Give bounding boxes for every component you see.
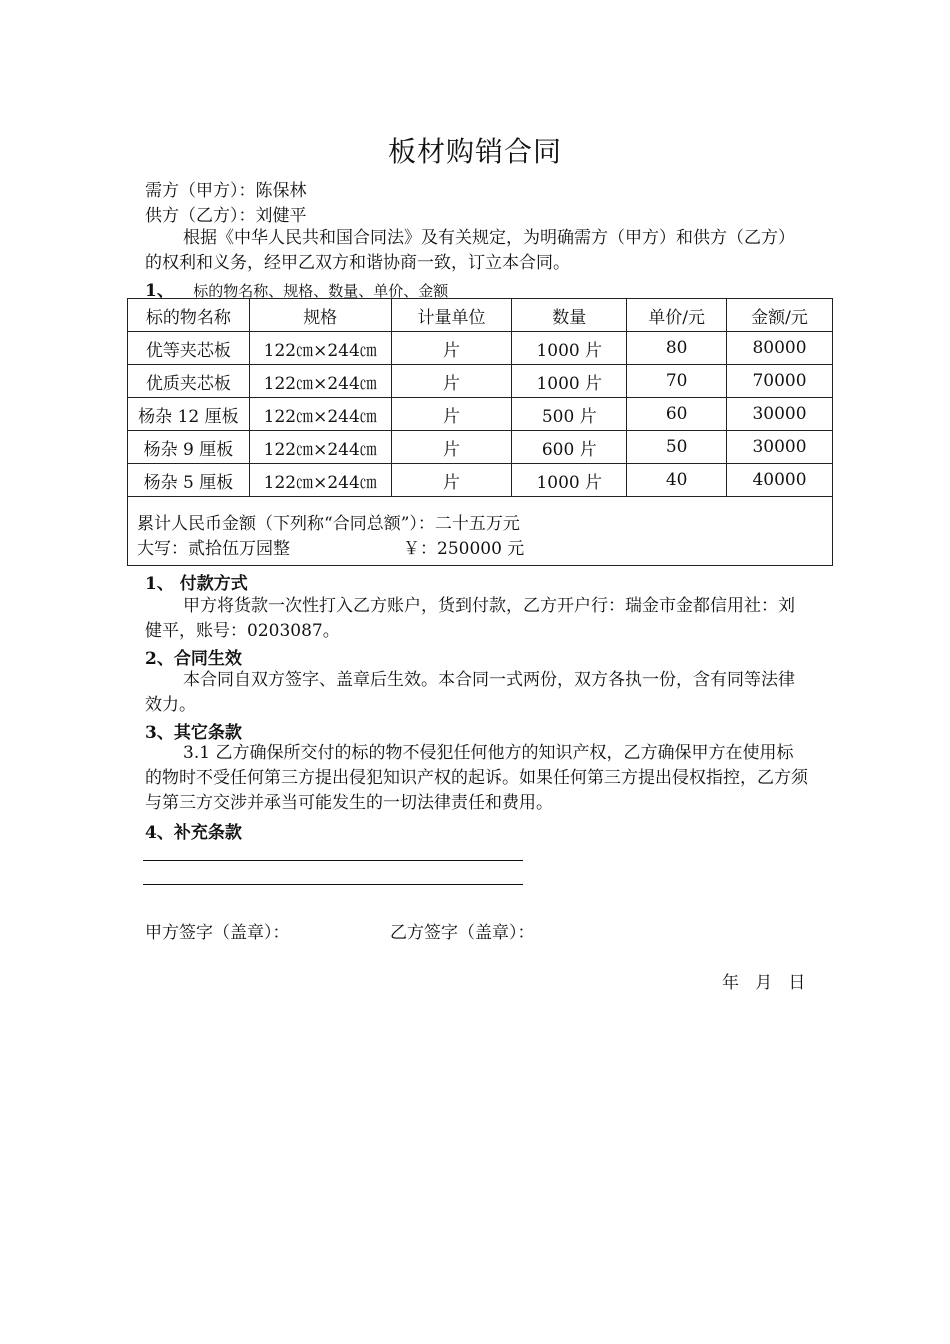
table-cell: 500 片 [512, 398, 627, 431]
table-cell: 600 片 [512, 431, 627, 464]
table-cell: 80000 [727, 332, 833, 365]
table-header-row [128, 299, 833, 332]
table-cell: 杨杂 12 厘板 [128, 398, 250, 431]
table-cell: 杨杂 9 厘板 [128, 431, 250, 464]
table-cell: 片 [391, 398, 512, 431]
table-row [128, 398, 833, 431]
table-cell: 70000 [727, 365, 833, 398]
seller-line: 供方（乙方）：刘健平 [145, 206, 307, 226]
blank-line [143, 860, 523, 861]
table-row [128, 464, 833, 497]
table-cell: 片 [391, 464, 512, 497]
table-cell: 片 [391, 431, 512, 464]
table-cell: 122㎝×244㎝ [249, 431, 391, 464]
goods-table [127, 298, 833, 497]
table-cell: 122㎝×244㎝ [249, 464, 391, 497]
section-body-effect: 本合同自双方签字、盖章后生效。本合同一式两份，双方各执一份，含有同等法律效力。 [145, 670, 795, 715]
table-cell: 1000 片 [512, 365, 627, 398]
table-cell: 40 [627, 464, 727, 497]
table-cell: 优质夹芯板 [128, 365, 250, 398]
table-cell: 片 [391, 365, 512, 398]
table-cell: 40000 [727, 464, 833, 497]
table-row [128, 332, 833, 365]
column-header: 规格 [249, 299, 391, 332]
column-header: 金额/元 [727, 299, 833, 332]
table-cell: 60 [627, 398, 727, 431]
blank-line [143, 884, 523, 885]
item-heading-text: 标的物名称、规格、数量、单价、金额 [193, 282, 449, 300]
date-line: 年 月 日 [722, 973, 806, 993]
numeric-amount: ￥：250000 元 [403, 539, 525, 559]
total-line: 累计人民币金额（下列称“合同总额”）：二十五万元 [137, 514, 520, 534]
table-cell: 70 [627, 365, 727, 398]
document-title: 板材购销合同 [387, 135, 562, 168]
section-heading-supplement: 4、补充条款 [145, 823, 242, 843]
table-cell: 122㎝×244㎝ [249, 365, 391, 398]
capital-amount: 大写：贰拾伍万园整 [137, 539, 290, 559]
table-cell: 30000 [727, 431, 833, 464]
column-header: 单价/元 [627, 299, 727, 332]
table-cell: 122㎝×244㎝ [249, 332, 391, 365]
intro-paragraph: 根据《中华人民共和国合同法》及有关规定，为明确需方（甲方）和供方（乙方）的权利和义务，经甲乙双方和谐协商一致，订立本合同。 [145, 228, 795, 273]
section-heading-other: 3、其它条款 [145, 723, 242, 743]
column-header: 标的物名称 [128, 299, 250, 332]
table-row [128, 431, 833, 464]
total-amount-box [127, 497, 833, 566]
section-body-other: 3.1 乙方确保所交付的标的物不侵犯任何他方的知识产权，乙方确保甲方在使用标的物时不受任何第三方提出侵犯知识产权的起诉。如果任何第三方提出侵权指控，乙方须与第三方交涉并承当可能发生的一切法律责任和费用。 [145, 743, 808, 813]
table-cell: 杨杂 5 厘板 [128, 464, 250, 497]
table-cell: 30000 [727, 398, 833, 431]
table-cell: 50 [627, 431, 727, 464]
table-cell: 122㎝×244㎝ [249, 398, 391, 431]
section-heading-effect: 2、合同生效 [145, 649, 242, 669]
table-cell: 80 [627, 332, 727, 365]
column-header: 计量单位 [391, 299, 512, 332]
column-header: 数量 [512, 299, 627, 332]
table-cell: 1000 片 [512, 332, 627, 365]
party-a-signature: 甲方签字（盖章）： [145, 923, 290, 943]
party-b-signature: 乙方签字（盖章）： [390, 923, 535, 943]
table-cell: 1000 片 [512, 464, 627, 497]
table-cell: 优等夹芯板 [128, 332, 250, 365]
section-heading-payment: 1、 付款方式 [145, 574, 248, 594]
buyer-line: 需方（甲方）：陈保林 [145, 181, 307, 201]
table-cell: 片 [391, 332, 512, 365]
table-row [128, 365, 833, 398]
section-body-payment: 甲方将货款一次性打入乙方账户，货到付款，乙方开户行：瑞金市金都信用社：刘健平，账号：0203087。 [145, 596, 795, 641]
item-heading-number: 1、 [145, 281, 174, 301]
